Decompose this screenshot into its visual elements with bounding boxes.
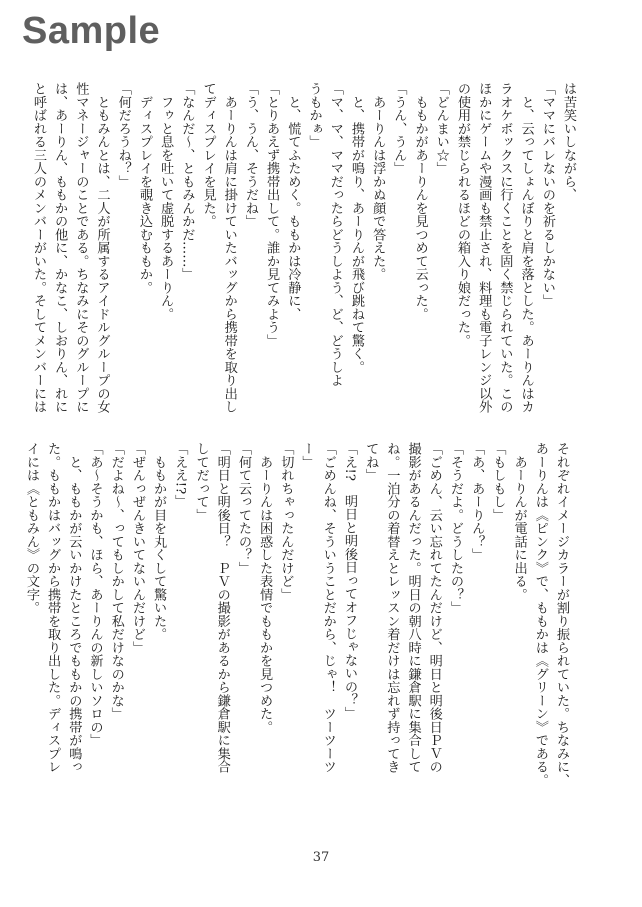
text-line: してだって」 xyxy=(193,442,209,522)
text-line: 「ごめん、云い忘れてたんだけど、明日と明後日ＰＶの xyxy=(426,442,442,774)
text-line: 「何だろうね？」 xyxy=(115,82,131,188)
text-line: ね。一泊分の着替えとレッスン着だけは忘れず持ってき xyxy=(384,442,400,774)
text-line: と呼ばれる三人のメンバーがいた。そしてメンバーには xyxy=(30,82,46,414)
text-block-top xyxy=(30,82,579,422)
text-line: 撮影があるんだった。明日の朝八時に鎌倉駅に集合して xyxy=(405,442,421,774)
text-line: あーりんは困惑した表情でももかを見つめた。 xyxy=(257,442,273,734)
text-line: 「だよね～、ってもしかして私だけなのかな」 xyxy=(108,442,124,721)
text-line: 「あ～そうかも、ほら、あーりんの新しいソロの」 xyxy=(87,442,103,747)
page-number: 37 xyxy=(312,850,330,865)
text-line: 「そうだよ。どうしたの？」 xyxy=(447,442,463,615)
text-line: それぞれイメージカラーが割り振られていた。ちなみに、 xyxy=(554,442,569,787)
text-line: ー」 xyxy=(299,442,315,469)
text-line: イには《ともみん》の文字。 xyxy=(23,442,39,615)
text-line: 「ママにバレないのを祈るしかない」 xyxy=(539,82,555,308)
text-line: と、携帯が鳴り、あーりんが飛び跳ねて驚く。 xyxy=(348,82,364,374)
text-line: 「え!? 明日と明後日ってオフじゃないの？」 xyxy=(341,442,357,720)
text-line: ディスプレイを覗き込むももか。 xyxy=(136,82,152,294)
text-line: ももかが目を丸くして驚いた。 xyxy=(151,442,167,641)
text-line: 性マネージャーのことである。ちなみにそのグループに xyxy=(73,82,89,414)
text-line: 「う、うん、そうだね」 xyxy=(242,82,258,228)
text-line: あーりんは浮かぬ顔で答えた。 xyxy=(370,82,386,281)
text-line: と、云ってしょんぼりと肩を落とした。あーりんはカ xyxy=(518,82,534,414)
text-line: 「マ、マ、ママだったらどうしよう、ど、どうしよ xyxy=(327,82,343,387)
text-line: は、あーりん、ももかの他に、かなこ、しおりん、れに xyxy=(52,82,68,414)
text-line: 「うん、うん」 xyxy=(391,82,407,175)
text-line: 「何て云ってたの？」 xyxy=(235,442,251,575)
text-line: 「どんまい☆」 xyxy=(433,82,449,175)
text-line: 「なんだ～、ともみんかだ……」 xyxy=(179,82,195,281)
text-line: 「明日と明後日？ ＰＶの撮影があるから鎌倉駅に集合 xyxy=(214,442,230,774)
text-line: 「ぜんっぜんきいてないんだけど」 xyxy=(129,442,145,654)
text-line: 「切れちゃったんだけど」 xyxy=(278,442,294,601)
text-line: あーりんが電話に出る。 xyxy=(511,442,527,601)
text-line: は苦笑いしながら、 xyxy=(561,82,576,202)
text-line: 「ごめんね、そういうことだから、じゃ！ ツーツーツ xyxy=(320,442,336,774)
text-line: ラオケボックスに行くことを固く禁じられていた。この xyxy=(497,82,513,414)
sample-watermark: Sample xyxy=(22,10,161,52)
text-line: てディスプレイを見た。 xyxy=(200,82,216,228)
text-line: 「とりあえず携帯出して。誰か見てみよう」 xyxy=(264,82,280,347)
text-line: てね」 xyxy=(363,442,379,482)
text-block-bottom xyxy=(23,442,572,790)
text-line: 「ええ!?」 xyxy=(172,442,188,508)
text-line: フゥと息を吐いて虚脱するあーりん。 xyxy=(158,82,174,321)
text-line: の使用が禁じられるほどの箱入り娘だった。 xyxy=(454,82,470,347)
text-line: ももかがあーりんを見つめて云った。 xyxy=(412,82,428,321)
text-line: と、慌てふためく。ももかは冷静に、 xyxy=(285,82,301,321)
text-line: と、ももかが云いかけたところでももかの携帯が鳴っ xyxy=(66,442,82,774)
text-line: あーりんは《ピンク》で、ももかは《グリーン》である。 xyxy=(532,442,548,787)
text-line: 「もしもし」 xyxy=(490,442,506,522)
text-line: た。ももかはバッグから携帯を取り出した。ディスプレ xyxy=(45,442,61,774)
text-line: うもかぁ」 xyxy=(306,82,322,149)
text-line: ともみんとは、二人が所属するアイドルグループの女 xyxy=(94,82,110,414)
text-line: ほかにゲームや漫画も禁止され、料理も電子レンジ以外 xyxy=(476,82,492,414)
text-line: あーりんは肩に掛けていたバッグから携帯を取り出し xyxy=(221,82,237,414)
text-line: 「あ、あーりん？」 xyxy=(469,442,485,562)
